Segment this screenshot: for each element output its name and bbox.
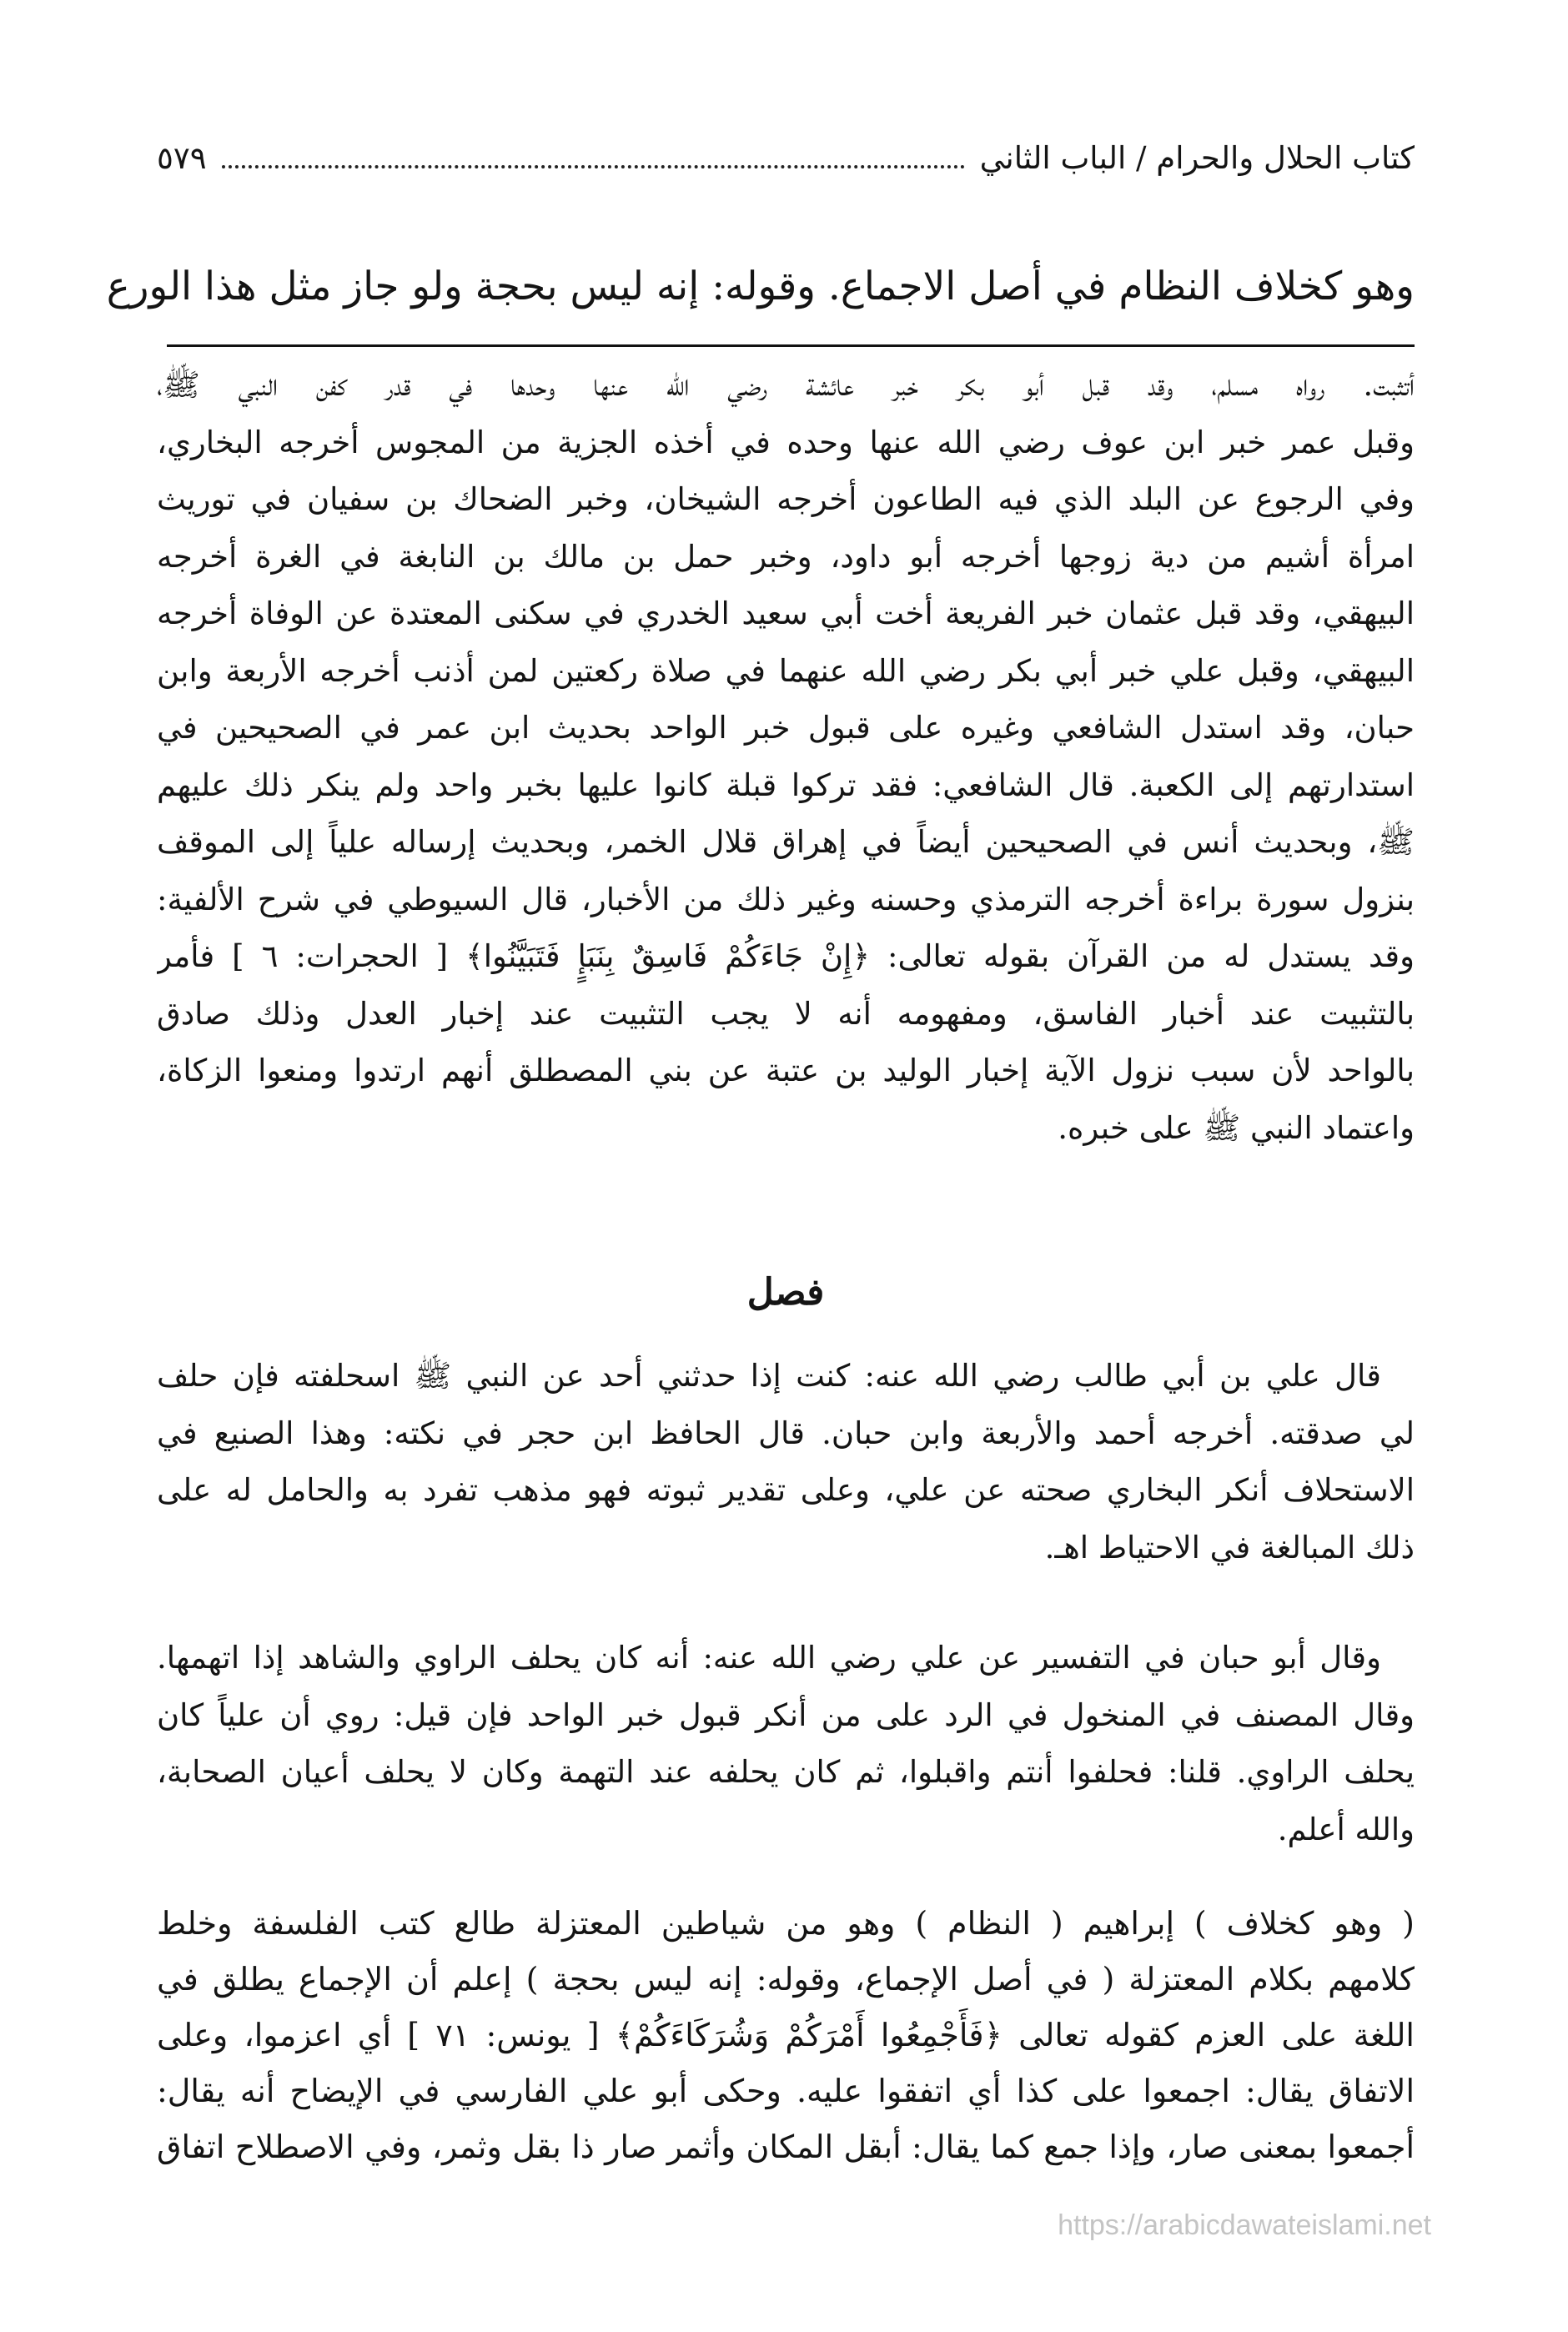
footnote-line: البيهقي، وقبل علي خبر أبي بكر رضي الله عنهما في صلاة ركعتين لمن أذنب أخرجه الأربعة وابن — [157, 652, 1415, 689]
footnote-line: بالواحد لأن سبب نزول الآية إخبار الوليد بن عتبة عن بني المصطلق أنهم ارتدوا ومنعوا الزكاة، — [157, 1053, 1415, 1088]
footnote-line: ذلك المبالغة في الاحتياط اهـ. — [1044, 1529, 1415, 1566]
commentary-block — [157, 1896, 1415, 2175]
commentary-line: اللغة على العزم كقوله تعالى ﴿فَأَجْمِعُوا أَمْرَكُمْ وَشُرَكَاءَكُمْ﴾ [ يونس: ٧١ ] أي اعزموا، وعلى — [157, 2017, 1415, 2053]
footnote-line: قال علي بن أبي طالب رضي الله عنه: كنت إذا حدثني أحد عن النبي ﷺ اسحلفته فإن حلف — [157, 1358, 1381, 1394]
footnote-block-3 — [157, 1630, 1415, 1858]
watermark-url: https://arabicdawateislami.net — [1058, 2209, 1431, 2241]
footnote-line: والله أعلم. — [1277, 1811, 1415, 1847]
footnote-line: ﷺ، وبحديث أنس في الصحيحين أيضاً في إهراق قلال الخمر، وبحديث إرساله علياً إلى الموقف — [157, 824, 1415, 860]
footnote-line: واعتماد النبي ﷺ على خبره. — [1058, 1109, 1415, 1146]
footnote-line: بالتثبيت عند أخبار الفاسق، ومفهومه أنه لا يجب التثبيت عند إخبار العدل وذلك صادق — [157, 995, 1415, 1032]
footnote-block-2 — [157, 1348, 1415, 1576]
commentary-line: أجمعوا بمعنى صار، وإذا جمع كما يقال: أبقل المكان وأثمر صار ذا بقل وثمر، وفي الاصطلاح اتفاق — [157, 2128, 1415, 2165]
footnote-line: لي صدقته. أخرجه أحمد والأربعة وابن حبان. قال الحافظ ابن حجر في نكته: وهذا الصنيع في — [157, 1415, 1415, 1451]
footnote-line: الاستحلاف أنكر البخاري صحته عن علي، وعلى تقدير ثبوته فهو مذهب تفرد به والحامل له على — [157, 1472, 1415, 1508]
header-dotted-leader — [222, 165, 965, 168]
footnote-line: البيهقي، وقد قبل عثمان خبر الفريعة أخت أبي سعيد الخدري في سكنى المعتدة عن الوفاة أخرجه — [157, 596, 1415, 631]
commentary-line: ( وهو كخلاف ) إبراهيم ( النظام ) وهو من شياطين المعتزلة طالع كتب الفلسفة وخلط — [157, 1905, 1415, 1942]
footnote-line: يحلف الراوي. قلنا: فحلفوا أنتم واقبلوا، ثم كان يحلفه عند التهمة وكان لا يحلف أعيان الصحابة، — [157, 1754, 1415, 1790]
footnote-line: امرأة أشيم من دية زوجها أخرجه أبو داود، وخبر حمل بن مالك بن النابغة في الغرة أخرجه — [157, 538, 1415, 575]
main-text-line: وهو كخلاف النظام في أصل الاجماع. وقوله: إنه ليس بحجة ولو جاز مثل هذا الورع — [106, 264, 1415, 309]
footnote-line: وقال أبو حبان في التفسير عن علي رضي الله عنه: أنه كان يحلف الراوي والشاهد إذا اتهمها. — [157, 1640, 1381, 1676]
footnote-line: بنزول سورة براءة أخرجه الترمذي وحسنه وغير ذلك من الأخبار، قال السيوطي في شرح الألفية: — [157, 881, 1415, 917]
footnote-line: وفي الرجوع عن البلد الذي فيه الطاعون أخرجه الشيخان، وخبر الضحاك بن سفيان في توريث — [157, 481, 1415, 517]
footnote-separator-rule — [167, 344, 1415, 347]
running-header-title: كتاب الحلال والحرام / الباب الثاني — [979, 140, 1415, 176]
commentary-line: كلامهم بكلام المعتزلة ( في أصل الإجماع، وقوله: إنه ليس بحجة ) إعلم أن الإجماع يطلق في — [157, 1961, 1415, 1998]
footnote-line: وقبل عمر خبر ابن عوف رضي الله عنها وحده في أخذه الجزية من المجوس أخرجه البخاري، — [157, 424, 1415, 460]
footnote-line: حبان، وقد استدل الشافعي وغيره على قبول خبر الواحد بحديث ابن عمر في الصحيحين في — [157, 710, 1415, 746]
footnote-line: أتثبت. رواه مسلم، وقد قبل أبو بكر خبر عائشة رضي الله عنها وحدها في قدر كفن النبي ﷺ، — [157, 367, 1415, 403]
section-heading: فصل — [746, 1271, 825, 1314]
footnote-line: وقد يستدل له من القرآن بقوله تعالى: ﴿إِنْ جَاءَكُمْ فَاسِقٌ بِنَبَإٍ فَتَبَيَّنُوا﴾ [ الحجرات: ٦ ] فأمر — [157, 938, 1415, 974]
page-number: ٥٧٩ — [157, 140, 207, 176]
commentary-line: الاتفاق يقال: اجمعوا على كذا أي اتفقوا عليه. وحكى أبو علي الفارسي في الإيضاح أنه يقال: — [157, 2073, 1415, 2109]
footnote-block-1 — [157, 357, 1415, 1157]
running-header — [157, 133, 1415, 183]
footnote-line: وقال المصنف في المنخول في الرد على من أنكر قبول خبر الواحد فإن قيل: روي أن علياً كان — [157, 1696, 1415, 1733]
footnote-line: استدارتهم إلى الكعبة. قال الشافعي: فقد تركوا قبلة كانوا عليها بخبر واحد ولم ينكر ذلك عليهم — [157, 766, 1415, 803]
